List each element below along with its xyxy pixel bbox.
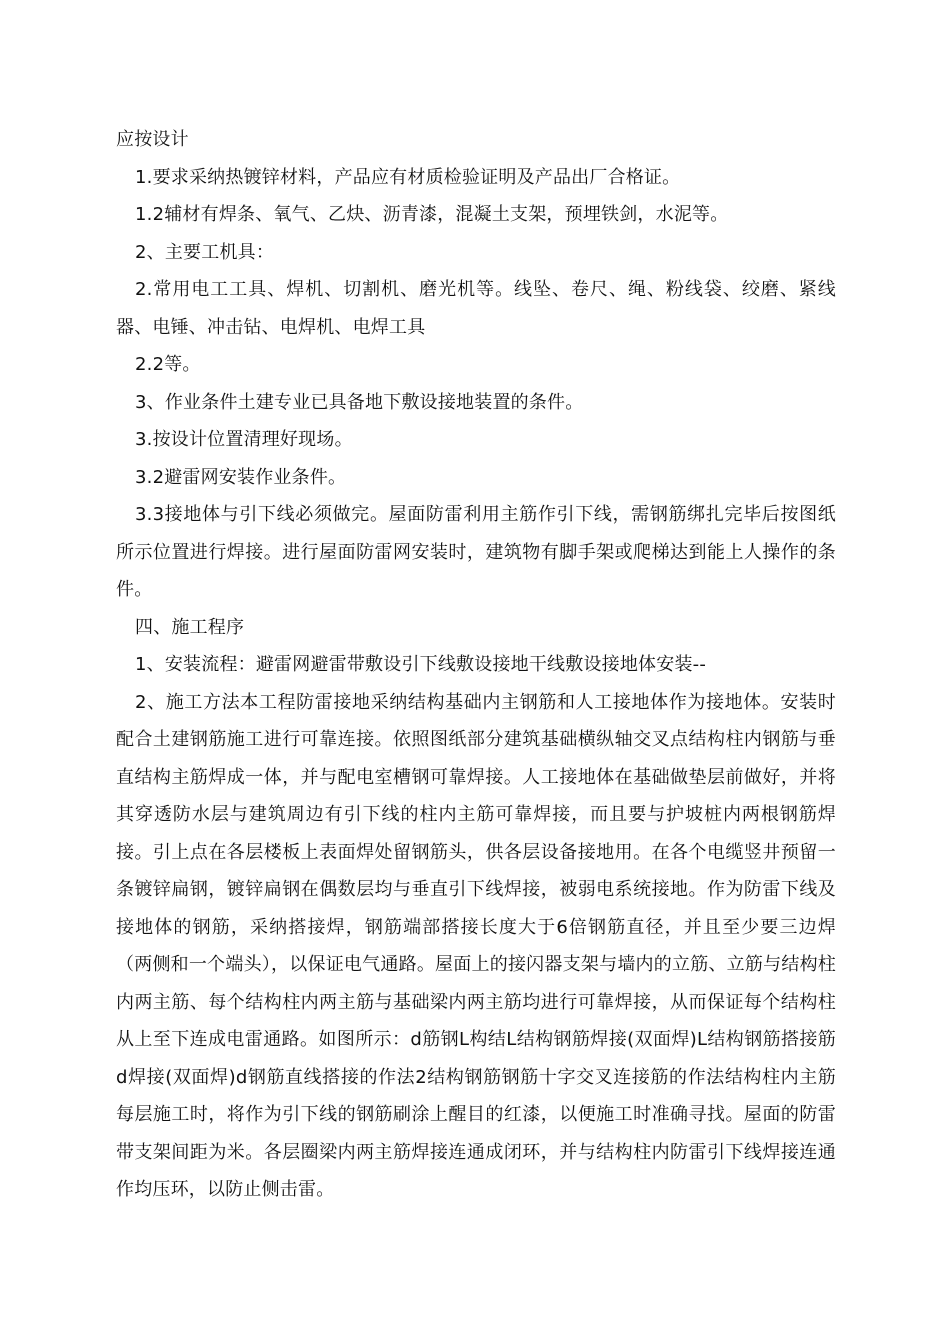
paragraph-construction-method: 2、施工方法本工程防雷接地采纳结构基础内主钢筋和人工接地体作为接地体。安装时配合土建钢筋施工进行可靠连接。依照图纸部分建筑基础横纵轴交叉点结构柱内钢筋与垂直结构主筋焊成一体，并与配电室槽钢可靠焊接。人工接地体在基础做垫层前做好，并将其穿透防水层与建筑周边有引下线的柱内主筋可靠焊接，而且要与护坡桩内两根钢筋焊接。引上点在各层楼板上表面焊处留钢筋头，供各层设备接地用。在各个电缆竖井预留一条镀锌扁钢，镀锌扁钢在偶数层均与垂直引下线焊接，被弱电系统接地。作为防雷下线及接地体的钢筋，采纳搭接焊，钢筋端部搭接长度大于6倍钢筋直径，并且至少要三边焊（两侧和一个端头），以保证电气通路。屋面上的接闪器支架与墙内的立筋、立筋与结构柱内两主筋、每个结构柱内两主筋与基础梁内两主筋均进行可靠焊接，从而保证每个结构柱从上至下连成电雷通路。如图所示：d筋钢L构结L结构钢筋焊接(双面焊)L结构钢筋搭接筋d焊接(双面焊)d钢筋直线搭接的作法2结构钢筋钢筋十字交叉连接筋的作法结构柱内主筋每层施工时，将作为引下线的钢筋刷涂上醒目的红漆，以便施工时准确寻找。屋面的防雷带支架间距为米。各层圈梁内两主筋焊接连通成闭环，并与结构柱内防雷引下线焊接连通作均压环，以防止侧击雷。 (116, 691, 836, 1200)
paragraph-tools-etc: 2.2等。 (135, 354, 201, 375)
section-heading-conditions: 3、作业条件土建专业已具备地下敷设接地装置的条件。 (135, 391, 584, 413)
paragraph-lightning-net-conditions: 3.2避雷网安装作业条件。 (135, 466, 347, 488)
paragraph-installation-flow: 1、安装流程：避雷网避雷带敷设引下线敷设接地干线敷设接地体安装-- (135, 654, 707, 675)
paragraph-common-tools: 2.常用电工工具、焊机、切割机、磨光机等。线坠、卷尺、绳、粉线袋、绞磨、紧线器、电锤、冲击钻、电焊机、电焊工具 (116, 279, 836, 338)
paragraph-site-clearing: 3.按设计位置清理好现场。 (135, 429, 353, 450)
paragraph-auxiliary-materials: 1.2辅材有焊条、氧气、乙炔、沥青漆，混凝土支架，预埋铁剑，水泥等。 (135, 204, 729, 225)
section-heading-tools: 2、主要工机具： (135, 241, 275, 263)
paragraph-grounding-downconductor: 3.3接地体与引下线必须做完。屋面防雷利用主筋作引下线，需钢筋绑扎完毕后按图纸所示位置进行焊接。进行屋面防雷网安装时，建筑物有脚手架或爬梯达到能上人操作的条件。 (116, 504, 836, 600)
paragraph-intro: 应按设计 (116, 129, 189, 150)
paragraph-materials-requirement: 1.要求采纳热镀锌材料，产品应有材质检验证明及产品出厂合格证。 (135, 166, 681, 188)
document-body (116, 121, 836, 1209)
section-heading-procedure: 四、施工程序 (135, 616, 245, 638)
